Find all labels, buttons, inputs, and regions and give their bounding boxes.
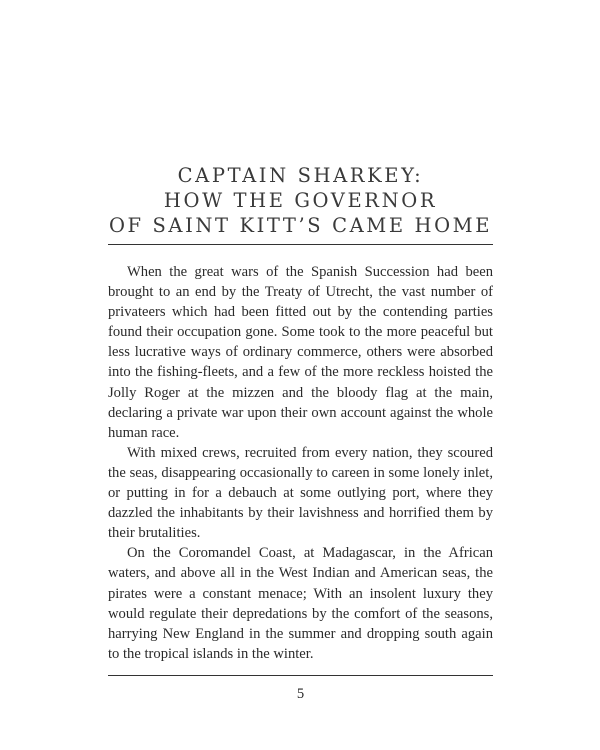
page-number: 5 <box>296 686 305 702</box>
chapter-title <box>108 163 493 238</box>
paragraph-3: On the Coromandel Coast, at Madagascar, in the African waters, and above all in the West Indian and American seas, the pirates were a constant menace; With an insolent luxury they would regulate their depredations by the comfort of the seasons, harrying New England in the summer and dropping south again to the tropical islands in the winter. <box>108 545 493 662</box>
title-divider <box>108 244 493 245</box>
footer-divider <box>108 675 493 676</box>
chapter-title-line-3: OF SAINT KITT’S CAME HOME <box>108 214 493 237</box>
chapter-body <box>108 262 493 664</box>
paragraph-2: With mixed crews, recruited from every nation, they scoured the seas, disappearing occasionally to careen in some lonely inlet, or putting in for a debauch at some outlying port, where they dazzled the inhabitants by their lavishness and horrified them by their brutalities. <box>108 444 493 542</box>
paragraph-1: When the great wars of the Spanish Succession had been brought to an end by the Treaty of Utrecht, the vast number of privateers which had been fitted out by the contending parties found their occupation gone. Some took to the more peaceful but less lucrative ways of ordinary commerce, others were absorbed into the fishing-fleets, and a few of the more reckless hoisted the Jolly Roger at the mizzen and the bloody flag at the main, declaring a private war upon their own account against the whole human race. <box>108 264 493 441</box>
chapter-title-line-1: CAPTAIN SHARKEY: <box>177 164 424 187</box>
chapter-title-line-2: HOW THE GOVERNOR <box>163 189 438 212</box>
